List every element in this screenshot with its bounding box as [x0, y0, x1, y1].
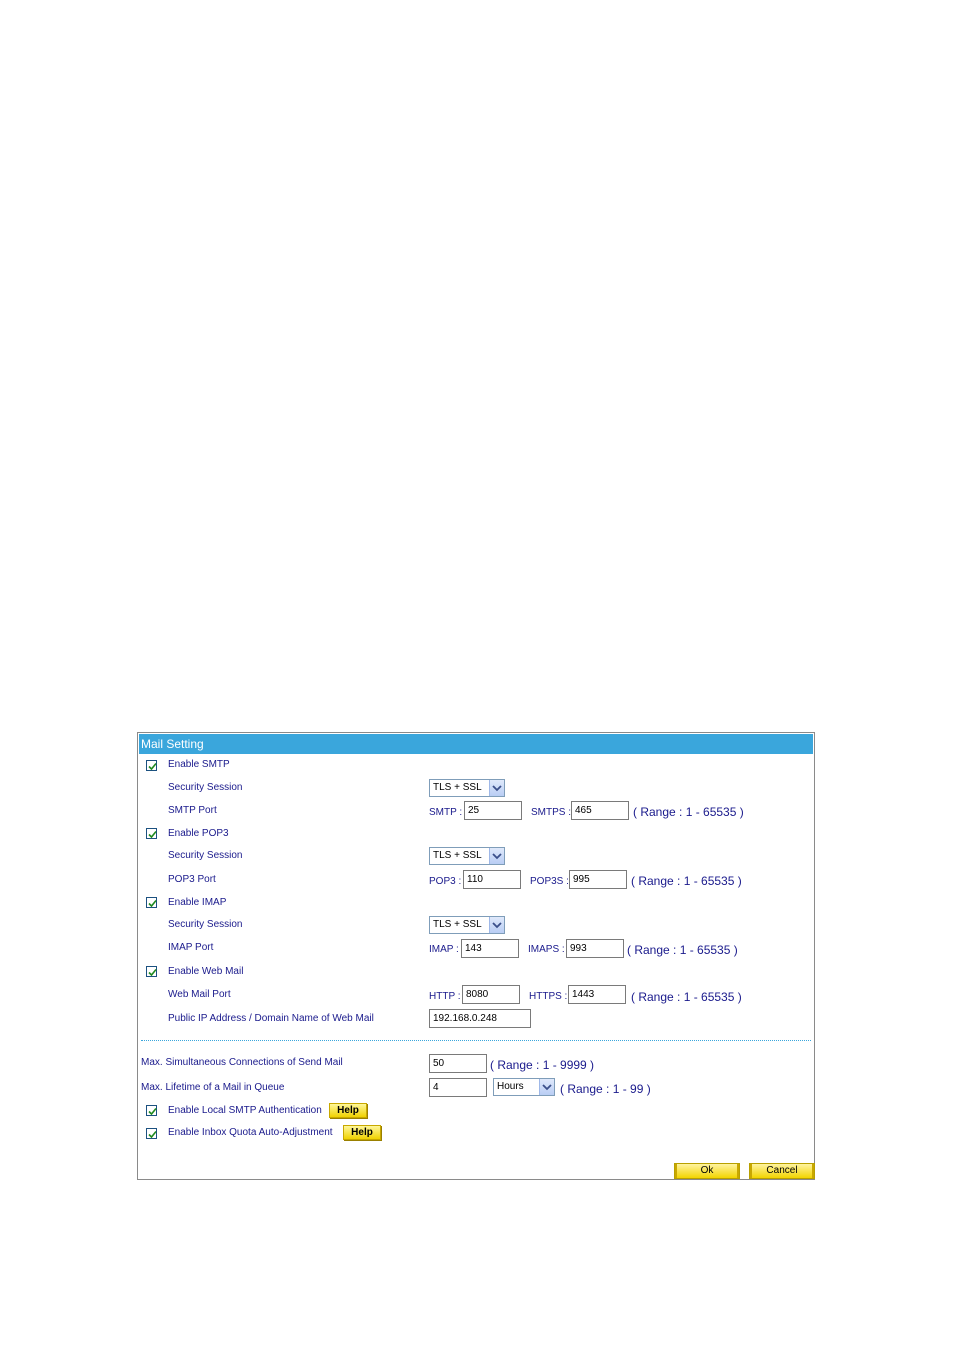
inbox-quota-checkbox[interactable] — [146, 1128, 157, 1139]
pop3-security-select[interactable] — [429, 847, 505, 865]
check-icon — [147, 898, 158, 909]
pop3-range-text: ( Range : 1 - 65535 ) — [631, 874, 742, 888]
ok-button[interactable]: Ok — [674, 1163, 740, 1179]
pop3-prefix: POP3 : — [429, 876, 462, 887]
imap-security-label: Security Session — [168, 919, 243, 930]
imaps-prefix: IMAPS : — [528, 944, 565, 955]
pop3s-prefix: POP3S : — [530, 876, 569, 887]
enable-webmail-checkbox[interactable] — [146, 966, 157, 977]
smtp-security-value: TLS + SSL — [433, 782, 482, 793]
lifetime-unit-select[interactable] — [493, 1078, 555, 1096]
check-icon — [147, 967, 158, 978]
https-prefix: HTTPS : — [529, 991, 568, 1002]
check-icon — [147, 829, 158, 840]
pop3-port-input[interactable]: 110 — [463, 870, 521, 889]
max-lifetime-range: ( Range : 1 - 99 ) — [560, 1082, 651, 1096]
local-smtp-auth-help-button[interactable]: Help — [329, 1103, 367, 1118]
public-ip-input[interactable]: 192.168.0.248 — [429, 1009, 531, 1028]
lifetime-unit-value: Hours — [497, 1081, 524, 1092]
smtp-port-input[interactable]: 25 — [464, 801, 522, 820]
imap-security-value: TLS + SSL — [433, 919, 482, 930]
max-connections-label: Max. Simultaneous Connections of Send Mail — [141, 1057, 343, 1068]
smtp-security-select[interactable] — [429, 779, 505, 797]
max-lifetime-input[interactable]: 4 — [429, 1078, 487, 1097]
check-icon — [147, 761, 158, 772]
mail-setting-panel — [137, 732, 815, 1180]
pop3-security-value: TLS + SSL — [433, 850, 482, 861]
enable-imap-checkbox[interactable] — [146, 897, 157, 908]
inbox-quota-help-button[interactable]: Help — [343, 1125, 381, 1140]
chevron-down-icon — [539, 1079, 554, 1095]
local-smtp-auth-label: Enable Local SMTP Authentication — [168, 1105, 322, 1116]
enable-pop3-checkbox[interactable] — [146, 828, 157, 839]
section-divider — [141, 1040, 811, 1041]
pop3-security-label: Security Session — [168, 850, 243, 861]
imap-prefix: IMAP : — [429, 944, 459, 955]
inbox-quota-label: Enable Inbox Quota Auto-Adjustment — [168, 1127, 333, 1138]
check-icon — [147, 1106, 158, 1117]
max-connections-input[interactable]: 50 — [429, 1054, 487, 1073]
http-prefix: HTTP : — [429, 991, 461, 1002]
chevron-down-icon — [489, 917, 504, 933]
enable-smtp-checkbox[interactable] — [146, 760, 157, 771]
pop3s-port-input[interactable]: 995 — [569, 870, 627, 889]
imap-range-text: ( Range : 1 - 65535 ) — [627, 943, 738, 957]
enable-imap-label: Enable IMAP — [168, 897, 227, 908]
imap-port-input[interactable]: 143 — [461, 939, 519, 958]
imaps-port-input[interactable]: 993 — [566, 939, 624, 958]
smtps-prefix: SMTPS : — [531, 807, 572, 818]
panel-title: Mail Setting — [139, 734, 813, 754]
chevron-down-icon — [489, 848, 504, 864]
local-smtp-auth-checkbox[interactable] — [146, 1105, 157, 1116]
check-icon — [147, 1129, 158, 1140]
smtp-prefix: SMTP : — [429, 807, 463, 818]
smtp-port-label: SMTP Port — [168, 805, 217, 816]
smtp-range-text: ( Range : 1 - 65535 ) — [633, 805, 744, 819]
smtp-security-label: Security Session — [168, 782, 243, 793]
webmail-port-label: Web Mail Port — [168, 989, 231, 1000]
public-ip-label: Public IP Address / Domain Name of Web Mail — [168, 1013, 374, 1024]
smtps-port-input[interactable]: 465 — [571, 801, 629, 820]
https-port-input[interactable]: 1443 — [568, 985, 626, 1004]
cancel-button[interactable]: Cancel — [749, 1163, 815, 1179]
webmail-range-text: ( Range : 1 - 65535 ) — [631, 990, 742, 1004]
max-lifetime-label: Max. Lifetime of a Mail in Queue — [141, 1082, 285, 1093]
enable-webmail-label: Enable Web Mail — [168, 966, 244, 977]
enable-pop3-label: Enable POP3 — [168, 828, 229, 839]
pop3-port-label: POP3 Port — [168, 874, 216, 885]
enable-smtp-label: Enable SMTP — [168, 759, 230, 770]
imap-security-select[interactable] — [429, 916, 505, 934]
imap-port-label: IMAP Port — [168, 942, 214, 953]
http-port-input[interactable]: 8080 — [462, 985, 520, 1004]
chevron-down-icon — [489, 780, 504, 796]
max-connections-range: ( Range : 1 - 9999 ) — [490, 1058, 595, 1072]
